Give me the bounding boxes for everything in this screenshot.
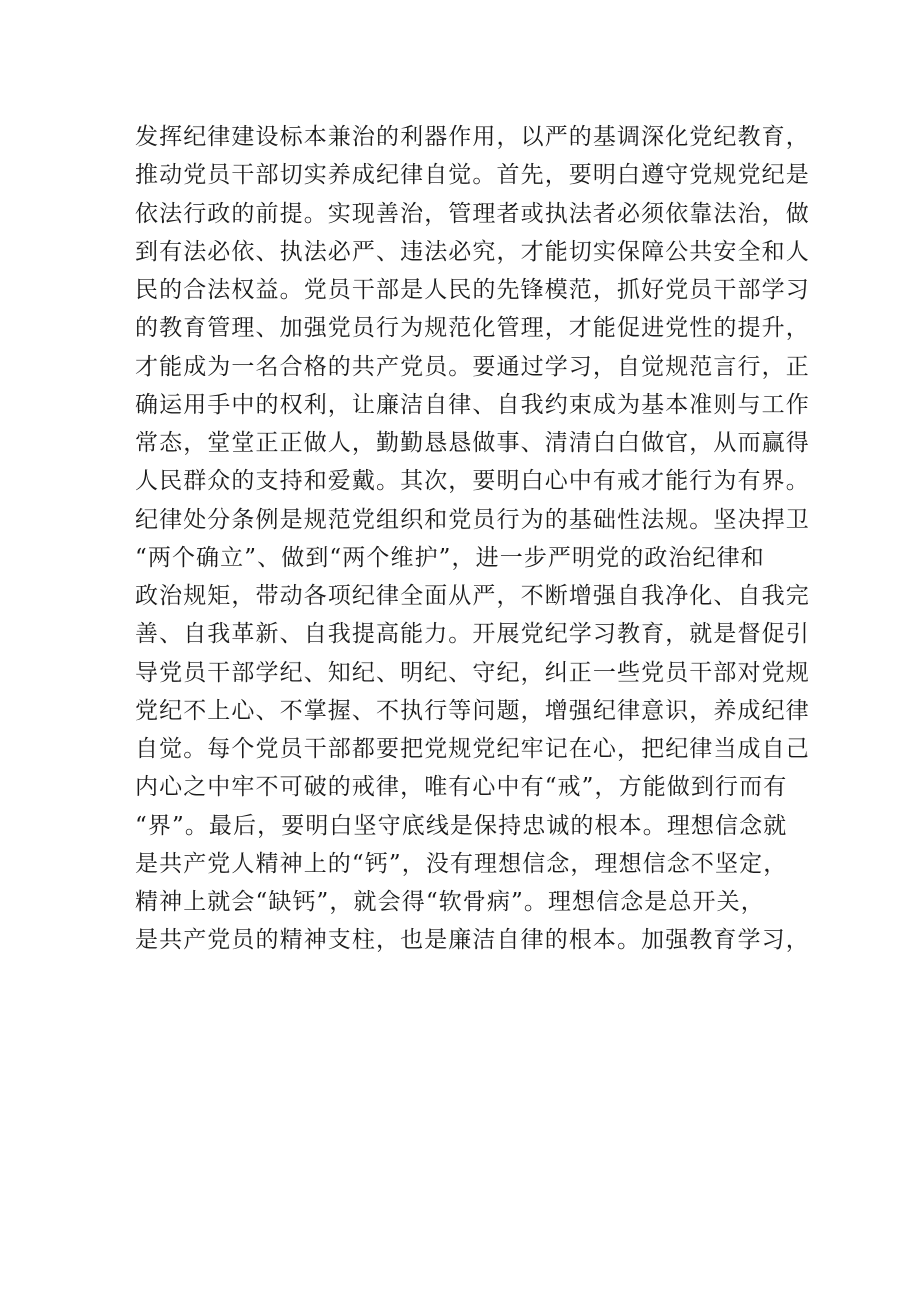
text-line: 才能成为一名合格的共产党员。要通过学习，自觉规范言行，正 [135, 353, 810, 380]
text-line: 到有法必依、执法必严、违法必究，才能切实保障公共安全和人 [135, 238, 810, 265]
text-line: 人民群众的支持和爱戴。其次，要明白心中有戒才能行为有界。 [135, 468, 810, 495]
text-line: 发挥纪律建设标本兼治的利器作用，以严的基调深化党纪教育， [135, 124, 810, 150]
text-line: 精神上就会“缺钙”，就会得“软骨病”。理想信念是总开关， [135, 889, 765, 915]
text-line: 依法行政的前提。实现善治，管理者或执法者必须依靠法治，做 [135, 200, 810, 227]
text-line: 常态，堂堂正正做人，勤勤恳恳做事、清清白白做官，从而赢得 [135, 430, 810, 456]
text-line: “两个确立”、做到“两个维护”，进一步严明党的政治纪律和 [135, 544, 765, 571]
body-paragraph [135, 118, 810, 960]
text-line: 善、自我革新、自我提高能力。开展党纪学习教育，就是督促引 [135, 621, 810, 648]
text-line: 自觉。每个党员干部都要把党规党纪牢记在心，把纪律当成自己 [135, 736, 810, 762]
text-line: 民的合法权益。党员干部是人民的先锋模范，抓好党员干部学习 [135, 277, 810, 303]
text-line: 推动党员干部切实养成纪律自觉。首先，要明白遵守党规党纪是 [135, 162, 810, 189]
text-line: 纪律处分条例是规范党组织和党员行为的基础性法规。坚决捍卫 [135, 506, 810, 533]
text-line: 确运用手中的权利，让廉洁自律、自我约束成为基本准则与工作 [135, 391, 810, 418]
text-line: “界”。最后，要明白坚守底线是保持忠诚的根本。理想信念就 [135, 812, 788, 839]
text-line: 政治规矩，带动各项纪律全面从严，不断增强自我净化、自我完 [135, 583, 810, 609]
text-line: 内心之中牢不可破的戒律，唯有心中有“戒”，方能做到行而有 [135, 774, 788, 801]
text-line: 党纪不上心、不掌握、不执行等问题，增强纪律意识，养成纪律 [135, 697, 810, 724]
text-line: 是共产党员的精神支柱，也是廉洁自律的根本。加强教育学习， [135, 927, 810, 954]
text-line: 是共产党人精神上的“钙”，没有理想信念，理想信念不坚定， [135, 850, 788, 877]
text-line: 导党员干部学纪、知纪、明纪、守纪，纠正一些党员干部对党规 [135, 659, 810, 686]
text-line: 的教育管理、加强党员行为规范化管理，才能促进党性的提升， [135, 315, 810, 342]
